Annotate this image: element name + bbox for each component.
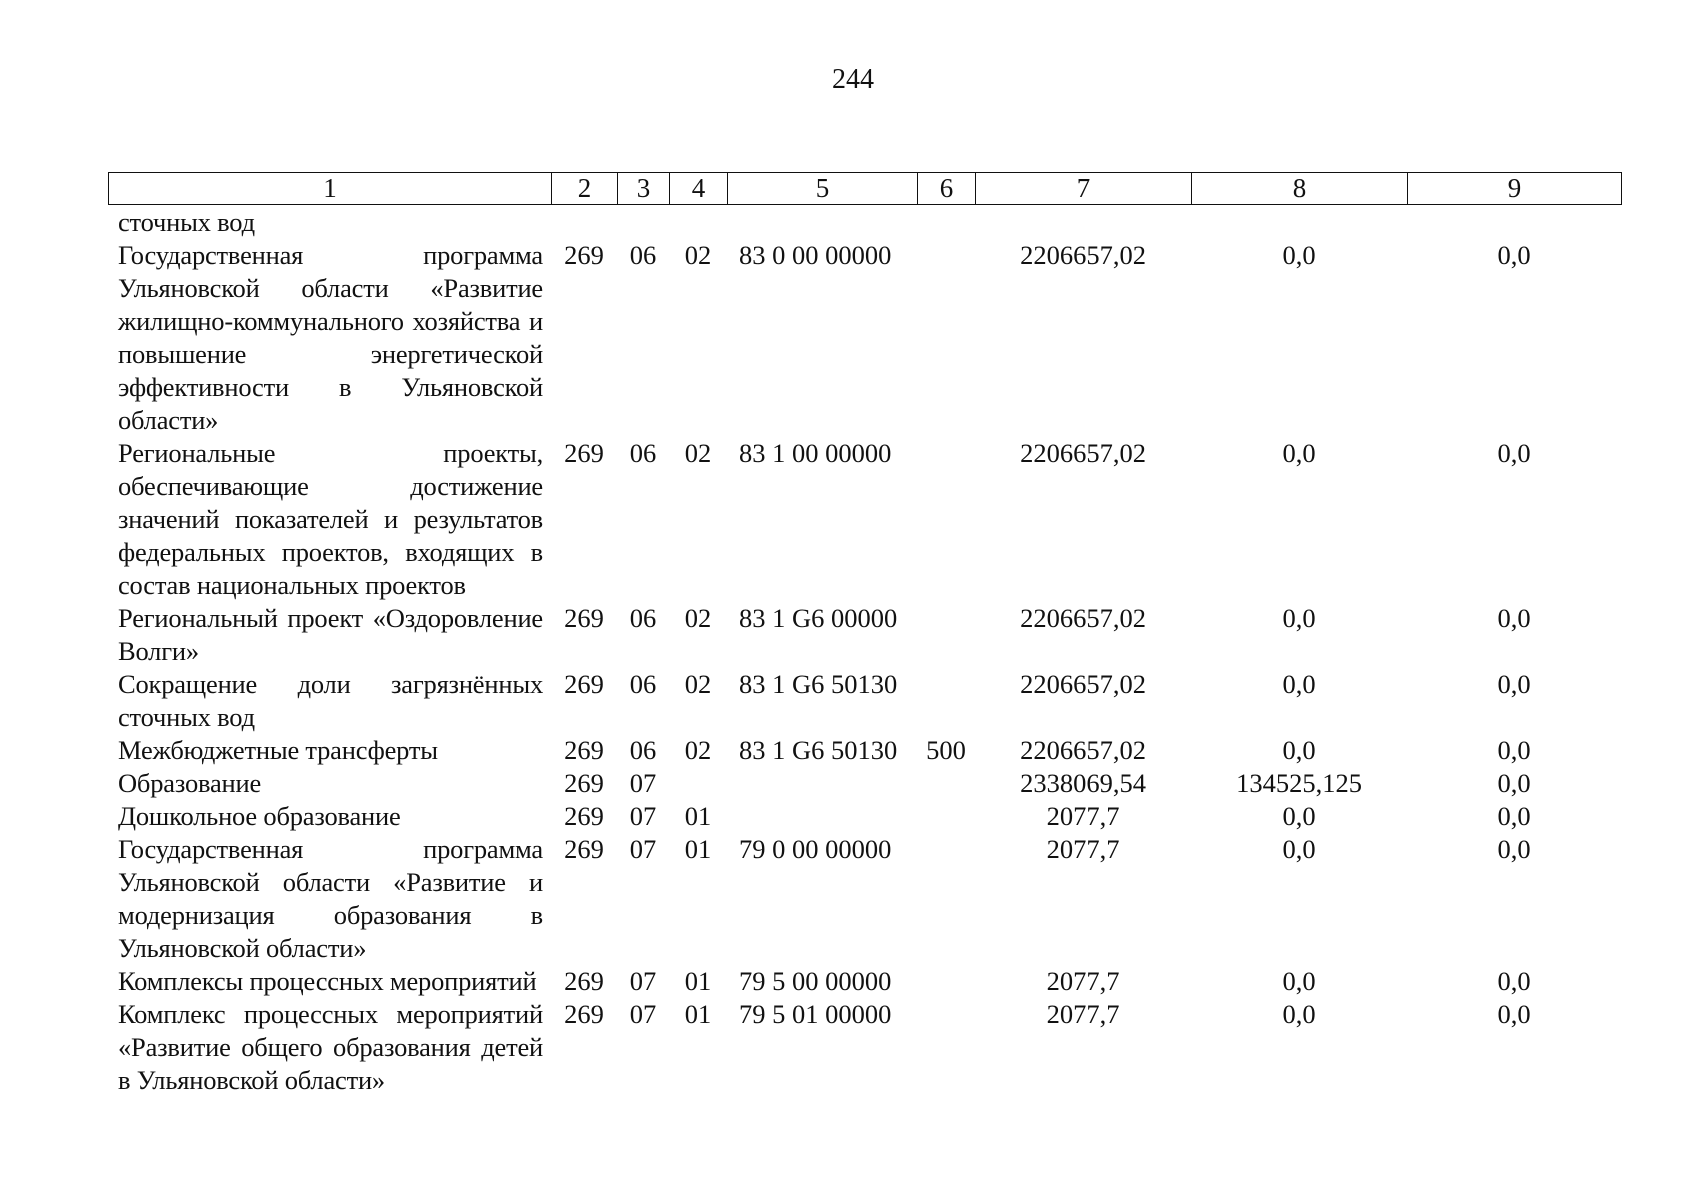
table-row <box>108 800 1621 833</box>
row-amount-col9: 0,0 <box>1497 966 1531 996</box>
row-ministry-code: 269 <box>564 240 604 270</box>
table-row <box>108 602 1621 668</box>
row-expense-type <box>917 602 975 668</box>
row-target-article: 83 1 G6 50130 <box>739 735 898 765</box>
row-amount-col7: 2206657,02 <box>1020 240 1146 270</box>
row-amount-col8: 0,0 <box>1282 801 1316 831</box>
table-row <box>108 965 1621 998</box>
row-amount-col8: 0,0 <box>1282 669 1316 699</box>
row-amount-col9: 0,0 <box>1497 669 1531 699</box>
row-section-code: 06 <box>629 669 657 699</box>
row-subsection-code: 01 <box>684 999 712 1029</box>
row-amount-col7: 2206657,02 <box>1020 603 1146 633</box>
row-amount-col7: 2077,7 <box>1046 966 1120 996</box>
row-amount-col7: 2206657,02 <box>1020 669 1146 699</box>
row-target-article: 79 0 00 00000 <box>739 834 892 864</box>
row-amount-col7: 2077,7 <box>1046 801 1120 831</box>
table-row <box>108 437 1621 602</box>
row-name: Дошкольное образование <box>118 801 401 831</box>
row-section-code: 06 <box>629 240 657 270</box>
row-amount-col7: 2077,7 <box>1046 999 1120 1029</box>
row-expense-type <box>917 206 975 239</box>
row-amount-col9: 0,0 <box>1497 603 1531 633</box>
row-expense-type <box>917 239 975 437</box>
budget-table <box>108 206 1621 1097</box>
row-section-code: 06 <box>629 438 657 468</box>
header-col-5: 5 <box>728 173 918 205</box>
row-target-article: 83 1 G6 00000 <box>739 603 898 633</box>
row-amount-col8: 0,0 <box>1282 438 1316 468</box>
table-row <box>108 998 1621 1097</box>
row-amount-col7 <box>975 206 1191 239</box>
row-target-article: 83 1 00 00000 <box>739 438 892 468</box>
row-expense-type: 500 <box>926 735 966 765</box>
row-name: Государственная программа Ульяновской области «Развитие жилищно-коммунального хозяйства и повышение энергетической эффективности в Ульяновской области» <box>118 240 543 435</box>
table-row <box>108 767 1621 800</box>
row-ministry-code: 269 <box>564 438 604 468</box>
row-expense-type <box>917 767 975 800</box>
row-subsection-code: 01 <box>684 801 712 831</box>
row-name: Региональный проект «Оздоровление Волги» <box>118 603 543 666</box>
row-ministry-code: 269 <box>564 966 604 996</box>
row-target-article: 83 0 00 00000 <box>739 240 892 270</box>
header-col-3: 3 <box>618 173 670 205</box>
row-ministry-code: 269 <box>564 999 604 1029</box>
row-expense-type <box>917 668 975 734</box>
row-section-code: 07 <box>629 768 657 798</box>
row-ministry-code: 269 <box>564 768 604 798</box>
header-col-2: 2 <box>552 173 618 205</box>
row-amount-col8: 0,0 <box>1282 966 1316 996</box>
row-amount-col9: 0,0 <box>1497 438 1531 468</box>
row-amount-col7: 2206657,02 <box>1020 735 1146 765</box>
row-section-code <box>617 206 669 239</box>
row-expense-type <box>917 998 975 1097</box>
row-ministry-code: 269 <box>564 801 604 831</box>
header-col-1: 1 <box>109 173 552 205</box>
row-section-code: 07 <box>629 834 657 864</box>
row-subsection-code: 01 <box>684 834 712 864</box>
table-row <box>108 668 1621 734</box>
row-subsection-code: 02 <box>684 669 712 699</box>
row-amount-col7: 2206657,02 <box>1020 438 1146 468</box>
row-name: Межбюджетные трансферты <box>118 735 438 765</box>
row-amount-col8: 0,0 <box>1282 603 1316 633</box>
header-col-6: 6 <box>918 173 976 205</box>
row-section-code: 06 <box>629 735 657 765</box>
row-name: сточных вод <box>118 207 255 237</box>
row-amount-col9: 0,0 <box>1497 768 1531 798</box>
row-name: Сокращение доли загрязнённых сточных вод <box>118 669 543 732</box>
row-expense-type <box>917 437 975 602</box>
header-col-7: 7 <box>976 173 1192 205</box>
row-subsection-code: 02 <box>684 240 712 270</box>
row-subsection-code: 02 <box>684 438 712 468</box>
row-section-code: 07 <box>629 966 657 996</box>
row-amount-col8: 0,0 <box>1282 240 1316 270</box>
row-section-code: 07 <box>629 999 657 1029</box>
row-ministry-code: 269 <box>564 735 604 765</box>
row-amount-col8: 134525,125 <box>1236 768 1362 798</box>
row-subsection-code <box>669 206 727 239</box>
row-target-article: 83 1 G6 50130 <box>739 669 898 699</box>
row-ministry-code: 269 <box>564 603 604 633</box>
row-name: Комплексы процессных мероприятий <box>118 966 537 996</box>
row-subsection-code <box>669 767 727 800</box>
row-name: Региональные проекты, обеспечивающие достижение значений показателей и результатов федеральных проектов, входящих в состав национальных проектов <box>118 438 543 600</box>
row-ministry-code: 269 <box>564 669 604 699</box>
row-target-article <box>727 800 917 833</box>
row-amount-col9: 0,0 <box>1497 999 1531 1029</box>
row-amount-col8 <box>1191 206 1407 239</box>
row-target-article <box>727 767 917 800</box>
row-section-code: 06 <box>629 603 657 633</box>
row-target-article: 79 5 01 00000 <box>739 999 892 1029</box>
row-amount-col9: 0,0 <box>1497 240 1531 270</box>
row-name: Комплекс процессных мероприятий «Развитие общего образования детей в Ульяновской области» <box>118 999 543 1095</box>
row-expense-type <box>917 800 975 833</box>
row-amount-col7: 2338069,54 <box>1020 768 1146 798</box>
table-row <box>108 206 1621 239</box>
row-subsection-code: 01 <box>684 966 712 996</box>
row-amount-col7: 2077,7 <box>1046 834 1120 864</box>
header-col-8: 8 <box>1192 173 1408 205</box>
header-col-9: 9 <box>1408 173 1622 205</box>
row-amount-col8: 0,0 <box>1282 834 1316 864</box>
row-target-article <box>727 206 917 239</box>
row-expense-type <box>917 965 975 998</box>
row-ministry-code <box>551 206 617 239</box>
row-name: Государственная программа Ульяновской области «Развитие и модернизация образования в Ульяновской области» <box>118 834 543 963</box>
table-header <box>108 172 1622 205</box>
page-number: 244 <box>832 64 874 95</box>
row-expense-type <box>917 833 975 965</box>
table-row <box>108 239 1621 437</box>
header-col-4: 4 <box>670 173 728 205</box>
row-amount-col8: 0,0 <box>1282 735 1316 765</box>
row-subsection-code: 02 <box>684 735 712 765</box>
table-row <box>108 734 1621 767</box>
row-name: Образование <box>118 768 262 798</box>
row-amount-col9: 0,0 <box>1497 801 1531 831</box>
row-section-code: 07 <box>629 801 657 831</box>
row-amount-col9: 0,0 <box>1497 735 1531 765</box>
table-row <box>108 833 1621 965</box>
row-amount-col9 <box>1407 206 1621 239</box>
row-amount-col8: 0,0 <box>1282 999 1316 1029</box>
row-amount-col9: 0,0 <box>1497 834 1531 864</box>
row-target-article: 79 5 00 00000 <box>739 966 892 996</box>
row-ministry-code: 269 <box>564 834 604 864</box>
row-subsection-code: 02 <box>684 603 712 633</box>
